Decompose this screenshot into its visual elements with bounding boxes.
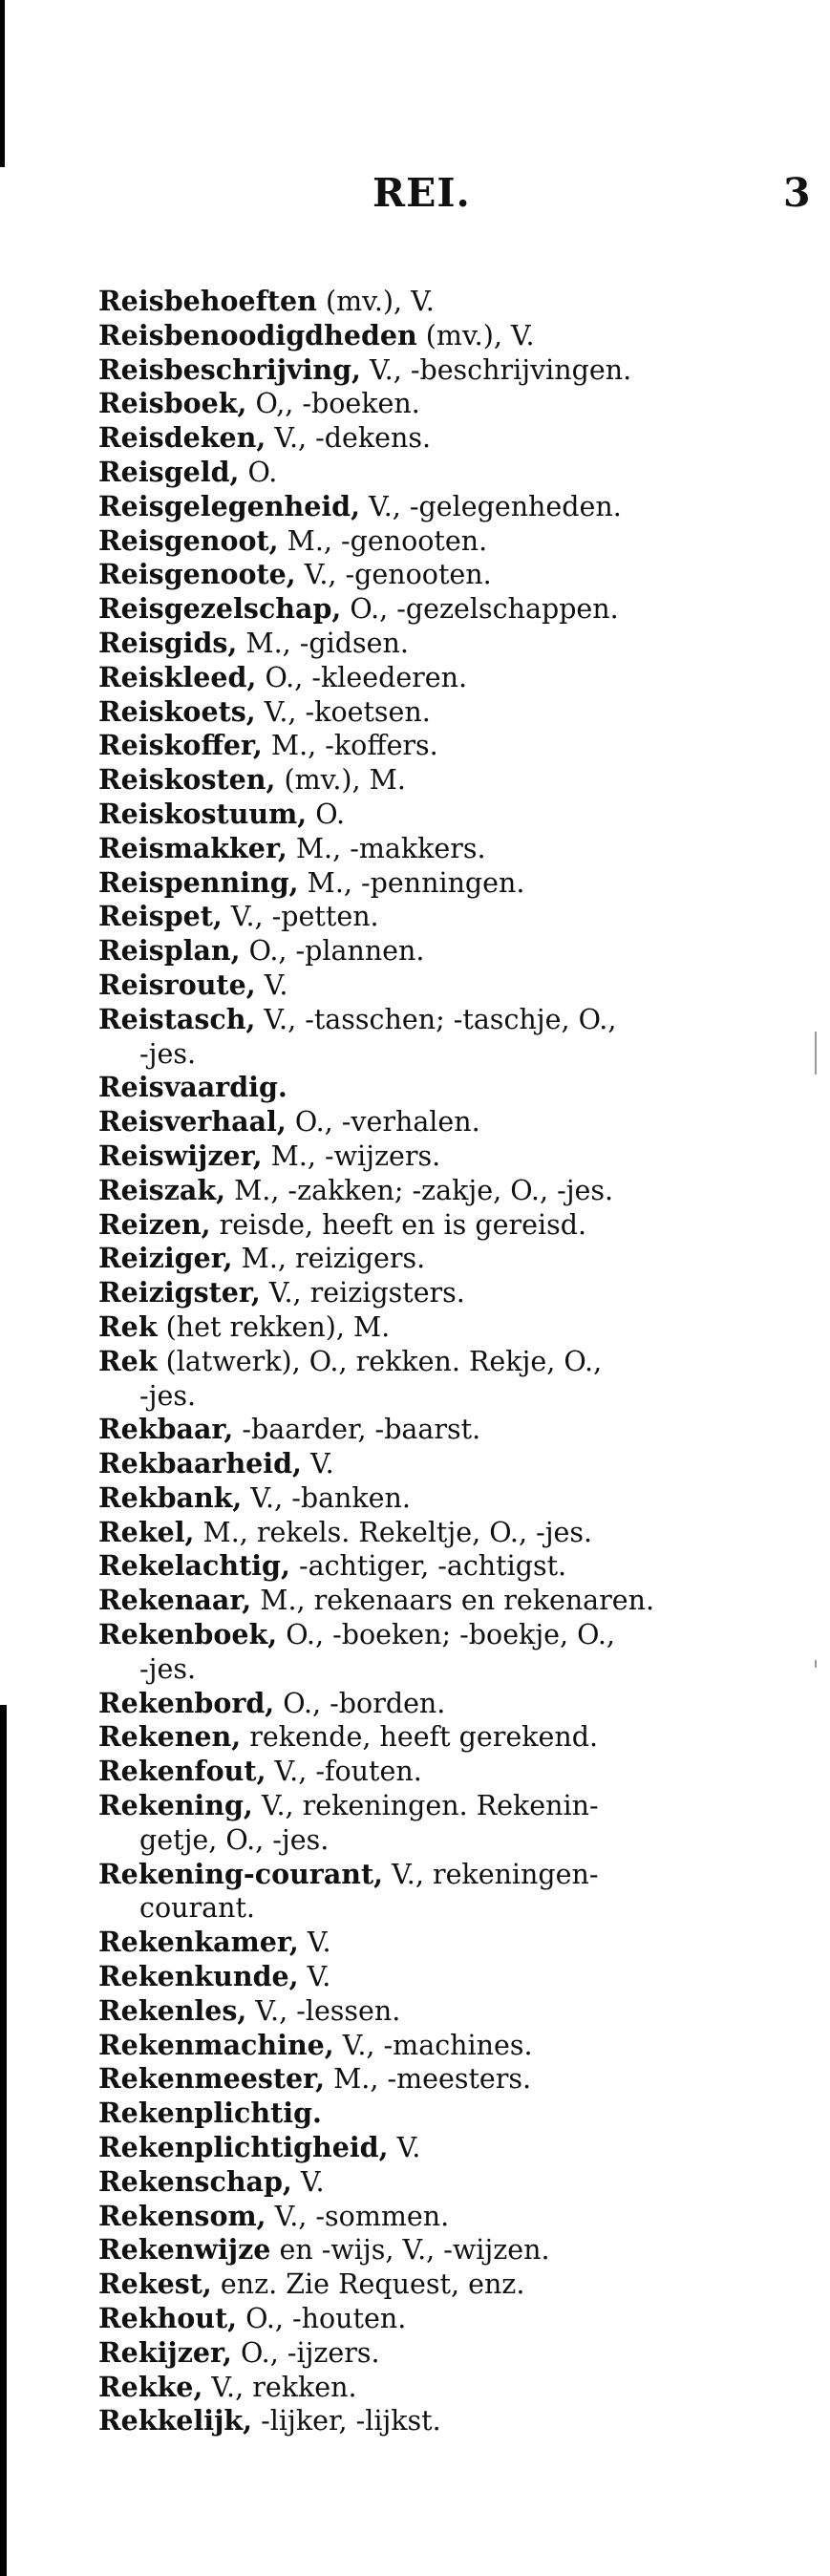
dictionary-entry xyxy=(98,1345,779,1414)
entry-definition: V., rekken. xyxy=(202,2371,357,2403)
entry-definition: M., -meesters. xyxy=(325,2063,532,2096)
entry-headword: Rekest, xyxy=(98,2267,212,2301)
entry-headword: Rekijzer, xyxy=(98,2335,232,2369)
dictionary-entry xyxy=(98,1926,779,1960)
dictionary-entry xyxy=(98,2097,779,2131)
dictionary-entry xyxy=(98,900,779,934)
entry-headword: Reiskostuum, xyxy=(98,797,308,830)
dictionary-entry xyxy=(98,353,779,388)
entry-headword: Rekenfout, xyxy=(98,1755,266,1788)
dictionary-entry xyxy=(98,1755,779,1789)
dictionary-entry xyxy=(98,1789,779,1858)
dictionary-entry xyxy=(98,1276,779,1310)
entry-headword: Rekenkunde, xyxy=(98,1960,299,1993)
entry-definition: O., -plannen. xyxy=(240,935,425,968)
entry-definition: O., -houten. xyxy=(237,2303,407,2335)
entry-definition: (mv.), V. xyxy=(416,319,535,351)
page-number: 3 xyxy=(783,170,811,216)
entry-definition: O., -gezelschappen. xyxy=(341,593,619,626)
entry-headword: Rekke, xyxy=(98,2370,203,2403)
entry-definition: O., -boeken; -boekje, O., xyxy=(277,1619,615,1651)
entry-headword: Reiskleed, xyxy=(98,660,257,693)
entry-definition: O., -borden. xyxy=(274,1687,446,1719)
entry-definition: V. xyxy=(388,2132,421,2164)
entry-headword: Reisgenoote, xyxy=(98,558,296,591)
entry-headword: Reisroute, xyxy=(98,968,256,1001)
entry-definition: M., -makkers. xyxy=(287,832,486,864)
dictionary-entry xyxy=(98,2062,779,2097)
dictionary-entry xyxy=(98,934,779,969)
entry-definition: M., rekenaars en rekenaren. xyxy=(251,1585,655,1617)
dictionary-entry xyxy=(98,798,779,832)
dictionary-entry xyxy=(98,832,779,866)
left-margin-rule-top xyxy=(0,0,5,167)
dictionary-entry xyxy=(98,1071,779,1105)
dictionary-entry xyxy=(98,2302,779,2336)
entry-definition: -lijker, -lijkst. xyxy=(252,2405,441,2438)
dictionary-entry xyxy=(98,2165,779,2200)
dictionary-entry xyxy=(98,661,779,695)
dictionary-entry xyxy=(98,490,779,524)
dictionary-entry xyxy=(98,2267,779,2302)
entry-headword: Reisdeken, xyxy=(98,421,266,455)
entry-definition: reisde, heeft en is gereisd. xyxy=(210,1208,587,1241)
entry-definition: M., -wijzers. xyxy=(262,1139,441,1172)
entry-definition: O., -ijzers. xyxy=(231,2336,380,2369)
entry-headword: Rekenboek, xyxy=(98,1618,278,1651)
dictionary-entry xyxy=(98,1139,779,1174)
entry-headword: Reiskosten, xyxy=(98,763,276,797)
entry-definition: O., -kleederen. xyxy=(256,661,468,693)
entry-headword: Reiszak, xyxy=(98,1173,226,1206)
dictionary-entry xyxy=(98,524,779,559)
dictionary-entry xyxy=(98,729,779,763)
entry-definition: M., -zakken; -zakje, O., -jes. xyxy=(225,1174,614,1206)
entry-headword: Rekenaar, xyxy=(98,1584,252,1617)
entry-headword: Reistasch, xyxy=(98,1002,256,1035)
entry-definition: V., -banken. xyxy=(242,1481,411,1514)
dictionary-entry xyxy=(98,1003,779,1072)
entry-headword: Reisboek, xyxy=(98,387,247,420)
entry-headword: Reizigster, xyxy=(98,1276,261,1309)
page-header xyxy=(0,170,830,227)
entry-headword: Reisgenoot, xyxy=(98,523,279,557)
right-margin-speck xyxy=(815,1032,817,1075)
entry-headword: Rekening-courant, xyxy=(98,1857,384,1890)
entry-headword: Rekenmeester, xyxy=(98,2062,326,2096)
entry-headword: Rekbaar, xyxy=(98,1413,234,1446)
entry-definition: V., -beschrijvingen. xyxy=(360,353,632,386)
entry-headword: Rekensom, xyxy=(98,2199,266,2232)
dictionary-entry xyxy=(98,387,779,421)
entry-definition: V., -sommen. xyxy=(266,2200,450,2232)
entry-headword: Reispenning, xyxy=(98,865,299,899)
entry-headword: Rekel, xyxy=(98,1515,195,1548)
dictionary-entry xyxy=(98,592,779,627)
entry-headword: Rekenschap, xyxy=(98,2164,292,2198)
dictionary-entry xyxy=(98,1242,779,1276)
entry-headword: Rekenkamer, xyxy=(98,1926,299,1959)
entry-headword: Rekenplichtigheid, xyxy=(98,2131,389,2164)
entry-definition: (mv.), V. xyxy=(316,286,435,317)
dictionary-entry xyxy=(98,1687,779,1721)
entry-headword: Rekenbord, xyxy=(98,1686,275,1719)
entry-definition: V., -tasschen; -taschje, O., xyxy=(255,1003,617,1035)
entry-definition: rekende, heeft gerekend. xyxy=(241,1721,599,1754)
entry-definition: M., -koffers. xyxy=(262,730,438,762)
entry-headword: Reisgeld, xyxy=(98,455,240,488)
entry-definition: M., rekels. Rekeltje, O., -jes. xyxy=(194,1516,593,1548)
entry-definition: V., reizigsters. xyxy=(260,1277,465,1309)
entry-definition: -achtiger, -achtigst. xyxy=(289,1550,567,1583)
dictionary-entry xyxy=(98,2200,779,2234)
entry-definition: enz. Zie Request, enz. xyxy=(211,2268,525,2301)
entry-headword: Rekenmachine, xyxy=(98,2028,334,2061)
page-title: REI. xyxy=(372,170,471,216)
dictionary-entry xyxy=(98,456,779,490)
entry-definition: (mv.), M. xyxy=(275,764,406,797)
dictionary-entry xyxy=(98,1584,779,1618)
dictionary-entry xyxy=(98,2233,779,2267)
dictionary-entry xyxy=(98,1105,779,1139)
dictionary-entry xyxy=(98,1549,779,1584)
dictionary-entry xyxy=(98,866,779,901)
entry-definition: M., -genooten. xyxy=(278,524,488,557)
entry-headword: Rekhout, xyxy=(98,2302,238,2335)
entry-continuation: -jes. xyxy=(139,1037,197,1070)
entry-headword: Reizen, xyxy=(98,1207,211,1241)
dictionary-entry xyxy=(98,1516,779,1550)
entry-definition: V., -koetsen. xyxy=(255,695,431,728)
dictionary-entry xyxy=(98,319,779,353)
entry-definition: -baarder, -baarst. xyxy=(233,1414,481,1446)
entry-headword: Reiziger, xyxy=(98,1242,233,1275)
entry-continuation: courant. xyxy=(139,1892,255,1925)
dictionary-entry xyxy=(98,285,779,319)
entry-headword: Reisgids, xyxy=(98,626,238,659)
dictionary-entry xyxy=(98,1720,779,1755)
dictionary-entry xyxy=(98,2029,779,2063)
dictionary-entry xyxy=(98,1310,779,1345)
entry-headword: Reisvaardig. xyxy=(98,1071,287,1104)
entry-headword: Reiswijzer, xyxy=(98,1139,263,1172)
entry-definition: V., -lessen. xyxy=(246,1994,401,2027)
entry-definition: O,, -boeken. xyxy=(246,388,420,420)
dictionary-entry xyxy=(98,2371,779,2405)
entry-definition: (het rekken), M. xyxy=(157,1310,391,1343)
dictionary-entry xyxy=(98,763,779,798)
entry-continuation: -jes. xyxy=(139,1379,197,1412)
entry-headword: Reiskoets, xyxy=(98,694,256,728)
dictionary-entry xyxy=(98,1208,779,1243)
entry-headword: Rekkelijk, xyxy=(98,2404,253,2438)
entry-headword: Reisverhaal, xyxy=(98,1105,287,1139)
entry-definition: O. xyxy=(239,456,278,488)
entry-headword: Rekbaarheid, xyxy=(98,1447,302,1480)
entry-headword: Rekenles, xyxy=(98,1993,247,2027)
entry-definition: V., -gelegenheden. xyxy=(360,490,622,522)
dictionary-entry xyxy=(98,695,779,730)
dictionary-entry xyxy=(98,1618,779,1687)
entry-definition: (latwerk), O., rekken. Rekje, O., xyxy=(157,1345,603,1377)
entry-definition: V. xyxy=(301,1448,334,1480)
entry-definition: V., -dekens. xyxy=(266,422,432,455)
right-margin-speck xyxy=(815,1660,817,1668)
entry-continuation: -jes. xyxy=(139,1652,197,1685)
dictionary-entry xyxy=(98,2404,779,2438)
dictionary-entry xyxy=(98,558,779,592)
entry-definition: V., rekeningen. Rekenin- xyxy=(252,1790,599,1822)
entry-continuation: getje, O., -jes. xyxy=(139,1823,330,1856)
dictionary-entry-list xyxy=(98,285,779,2438)
entry-headword: Rekbank, xyxy=(98,1480,243,1514)
entry-headword: Rekenen, xyxy=(98,1720,242,1754)
entry-headword: Reisplan, xyxy=(98,934,241,968)
entry-headword: Reispet, xyxy=(98,900,223,933)
dictionary-entry xyxy=(98,2336,779,2371)
entry-definition: V., -petten. xyxy=(222,901,379,933)
entry-headword: Reisbehoeften xyxy=(98,285,317,317)
entry-definition: M., -penningen. xyxy=(298,866,525,899)
dictionary-entry xyxy=(98,1960,779,1994)
dictionary-entry xyxy=(98,2131,779,2165)
dictionary-entry xyxy=(98,969,779,1003)
entry-headword: Reismakker, xyxy=(98,831,287,864)
dictionary-entry xyxy=(98,1481,779,1516)
dictionary-entry xyxy=(98,627,779,661)
entry-headword: Reisgelegenheid, xyxy=(98,489,361,522)
entry-definition: M., -gidsen. xyxy=(237,627,409,659)
entry-definition: V. xyxy=(255,969,288,1001)
entry-definition: V., rekeningen- xyxy=(383,1858,599,1890)
entry-headword: Rek xyxy=(98,1309,158,1343)
entry-definition: V., -machines. xyxy=(333,2029,533,2061)
dictionary-entry xyxy=(98,1174,779,1208)
entry-definition: O., -verhalen. xyxy=(286,1106,480,1139)
entry-definition: V., -fouten. xyxy=(266,1756,422,1788)
entry-definition: en -wijs, V., -wijzen. xyxy=(270,2234,550,2267)
entry-definition: O. xyxy=(307,798,346,830)
entry-headword: Reisbenoodigdheden xyxy=(98,318,417,351)
entry-headword: Reisgezelschap, xyxy=(98,592,342,626)
dictionary-entry xyxy=(98,1413,779,1447)
entry-definition: V. xyxy=(291,2165,325,2198)
entry-definition: V. xyxy=(298,1961,331,1993)
left-margin-rule-bottom xyxy=(0,1705,7,2576)
dictionary-entry xyxy=(98,421,779,456)
dictionary-entry xyxy=(98,1447,779,1481)
entry-headword: Rekenwijze xyxy=(98,2233,271,2267)
entry-definition: M., reizigers. xyxy=(232,1243,426,1275)
entry-headword: Rekening, xyxy=(98,1789,253,1822)
dictionary-entry xyxy=(98,1858,779,1927)
entry-headword: Reisbeschrijving, xyxy=(98,352,361,386)
entry-headword: Reiskoffer, xyxy=(98,729,263,762)
entry-definition: V., -genooten. xyxy=(295,559,492,591)
entry-headword: Rekenplichtig. xyxy=(98,2097,322,2130)
entry-headword: Rekelachtig, xyxy=(98,1549,290,1583)
entry-definition: V. xyxy=(298,1927,331,1959)
entry-headword: Rek xyxy=(98,1344,158,1377)
dictionary-entry xyxy=(98,1994,779,2029)
